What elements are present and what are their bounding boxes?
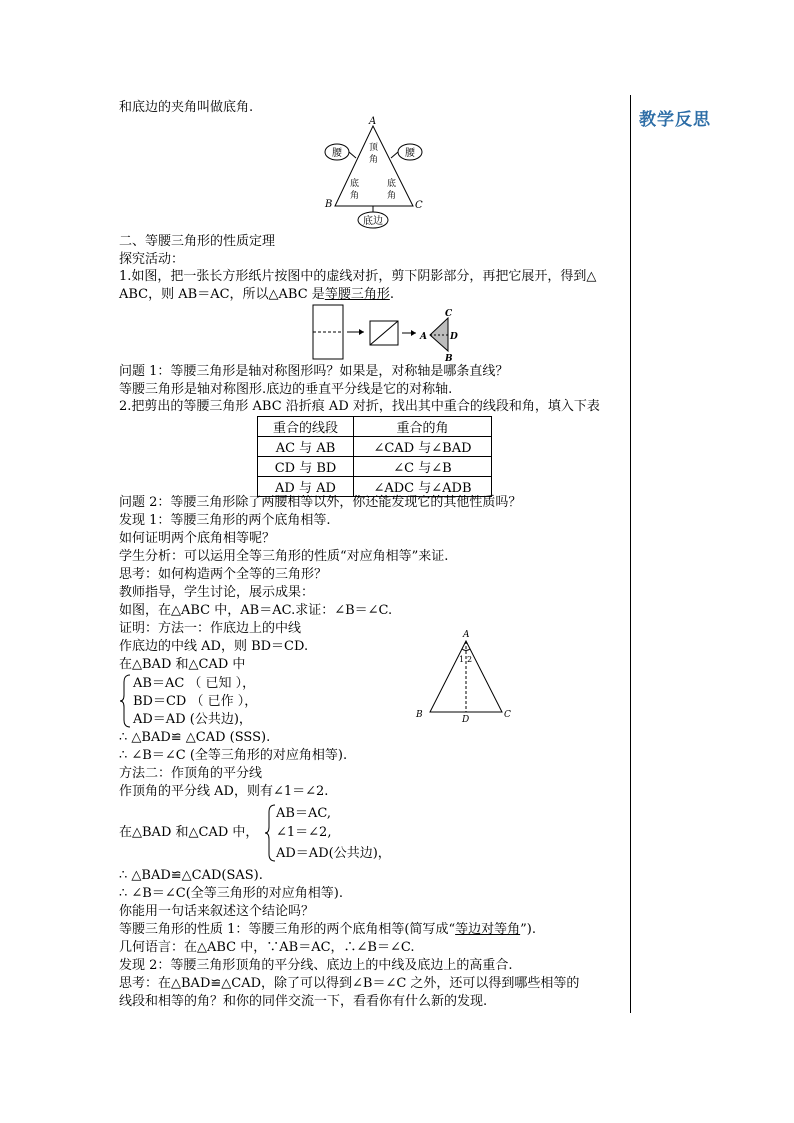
- text-line: 等腰三角形的性质 1：等腰三角形的两个底角相等(简写成“等边对等角”).: [119, 922, 536, 937]
- underlined-answer: 等边对等角: [455, 922, 521, 937]
- text-line: 作底边的中线 AD，则 BD＝CD.: [119, 639, 309, 654]
- isosceles-triangle-figure: [320, 114, 430, 230]
- text-line: 方法二：作顶角的平分线: [119, 766, 263, 781]
- text-line: 1.如图，把一张长方形纸片按图中的虚线对折，剪下阴影部分，再把它展开，得到△: [119, 269, 597, 284]
- table-row: [258, 457, 492, 477]
- text-line: ∠1＝∠2,: [276, 825, 332, 840]
- table-cell: AC 与 AB: [258, 437, 354, 457]
- text-line: 你能用一句话来叙述这个结论吗？: [119, 904, 315, 919]
- vertex-b-label: B: [416, 710, 423, 720]
- text-line: 学生分析：可以运用全等三角形的性质“对应角相等”来证.: [119, 549, 449, 564]
- text-line: 等腰三角形是轴对称图形.底边的垂直平分线是它的对称轴.: [119, 382, 453, 397]
- table-cell: ∠ADC 与∠ADB: [354, 477, 492, 497]
- text-line: 在△BAD 和△CAD 中，: [119, 825, 259, 840]
- right-base-angle-top: 底: [387, 179, 397, 189]
- table-header: 重合的线段: [258, 417, 354, 437]
- text-line: BD＝CD （ 已作 ），: [133, 694, 258, 709]
- text-line: ∴ ∠B＝∠C(全等三角形的对应角相等).: [119, 886, 343, 901]
- vertex-d-label: D: [462, 715, 470, 723]
- table-row: [258, 437, 492, 457]
- paper-fold-figure: [312, 303, 462, 363]
- table-cell: ∠C 与∠B: [354, 457, 492, 477]
- section-heading: 二、等腰三角形的性质定理: [119, 234, 276, 249]
- text-line: 作顶角的平分线 AD，则有∠1＝∠2.: [119, 784, 329, 799]
- underlined-answer: 等腰三角形: [324, 287, 390, 302]
- text-line: 思考：在△BAD≌△CAD，除了可以得到∠B＝∠C 之外，还可以得到哪些相等的: [119, 976, 580, 991]
- apex-angle-top: 顶: [369, 143, 379, 153]
- overlap-table: [257, 416, 492, 497]
- text-line: ABC，则 AB＝AC，所以△ABC 是等腰三角形.: [119, 287, 394, 302]
- text-line: 在△BAD 和△CAD 中: [119, 657, 246, 672]
- vertex-c-label: C: [504, 710, 511, 720]
- fold-vertex-b: B: [445, 354, 453, 363]
- vertex-c-label: C: [415, 200, 423, 211]
- text-line: 如何证明两个底角相等呢？: [119, 531, 276, 546]
- fold-vertex-a: A: [420, 332, 427, 342]
- text-line: 思考：如何构造两个全等的三角形？: [119, 567, 328, 582]
- base-label: 底边: [363, 216, 383, 227]
- text-line: 线段和相等的角？和你的同伴交流一下，看看你有什么新的发现.: [119, 994, 488, 1009]
- text-line: 几何语言：在△ABC 中，∵AB＝AC，∴∠B＝∠C.: [119, 940, 415, 955]
- text-line: 2.把剪出的等腰三角形 ABC 沿折痕 AD 对折，找出其中重合的线段和角，填入下表: [119, 399, 600, 414]
- text-line: AB＝AC,: [276, 806, 331, 821]
- text-line: 发现 2：等腰三角形顶角的平分线、底边上的中线及底边上的高重合.: [119, 958, 513, 973]
- fold-vertex-c: C: [445, 309, 453, 319]
- text-line: AD＝AD (公共边)，: [133, 712, 252, 727]
- proof-triangle-figure: [410, 627, 520, 723]
- table-header-row: [258, 417, 492, 437]
- text-line: 发现 1：等腰三角形的两个底角相等.: [119, 513, 331, 528]
- text-line: 问题 2：等腰三角形除了两腰相等以外，你还能发现它的其他性质吗？: [119, 495, 522, 510]
- left-leg-label: 腰: [332, 148, 342, 159]
- fold-vertex-d: D: [450, 332, 458, 342]
- text-line: 如图，在△ABC 中，AB＝AC.求证：∠B＝∠C.: [119, 603, 393, 618]
- table-cell: CD 与 BD: [258, 457, 354, 477]
- left-base-angle-bottom: 角: [350, 191, 360, 201]
- left-brace: [119, 674, 131, 728]
- angle-2-label: 2: [467, 655, 473, 664]
- angle-1-label: 1: [459, 655, 465, 664]
- apex-angle-bottom: 角: [369, 155, 379, 165]
- vertex-a-label: A: [463, 630, 470, 640]
- text-line: ∴ △BAD≌△CAD(SAS).: [119, 868, 263, 883]
- text-line: 探究活动：: [119, 252, 185, 267]
- right-base-angle-bottom: 角: [387, 191, 397, 201]
- table-header: 重合的角: [354, 417, 492, 437]
- margin-divider: [630, 95, 631, 1013]
- reflection-title: 教学反思: [639, 110, 711, 130]
- text-line: 教师指导，学生讨论，展示成果：: [119, 585, 315, 600]
- left-brace: [264, 804, 276, 862]
- text-line: AD＝AD(公共边)，: [276, 846, 391, 861]
- right-leg-label: 腰: [405, 148, 415, 159]
- text-line: 和底边的夹角叫做底角.: [119, 100, 254, 115]
- text-line: AB＝AC （ 已知 ），: [133, 676, 256, 691]
- text-line: ∴ △BAD≌ △CAD (SSS).: [119, 730, 271, 745]
- table-cell: AD 与 AD: [258, 477, 354, 497]
- vertex-a-label: A: [369, 116, 377, 127]
- text-line: 问题 1：等腰三角形是轴对称图形吗？如果是，对称轴是哪条直线？: [119, 364, 509, 379]
- left-base-angle-top: 底: [350, 179, 360, 189]
- table-cell: ∠CAD 与∠BAD: [354, 437, 492, 457]
- vertex-b-label: B: [325, 199, 333, 210]
- text-line: 证明：方法一：作底边上的中线: [119, 621, 302, 636]
- text-line: ∴ ∠B＝∠C (全等三角形的对应角相等).: [119, 748, 348, 763]
